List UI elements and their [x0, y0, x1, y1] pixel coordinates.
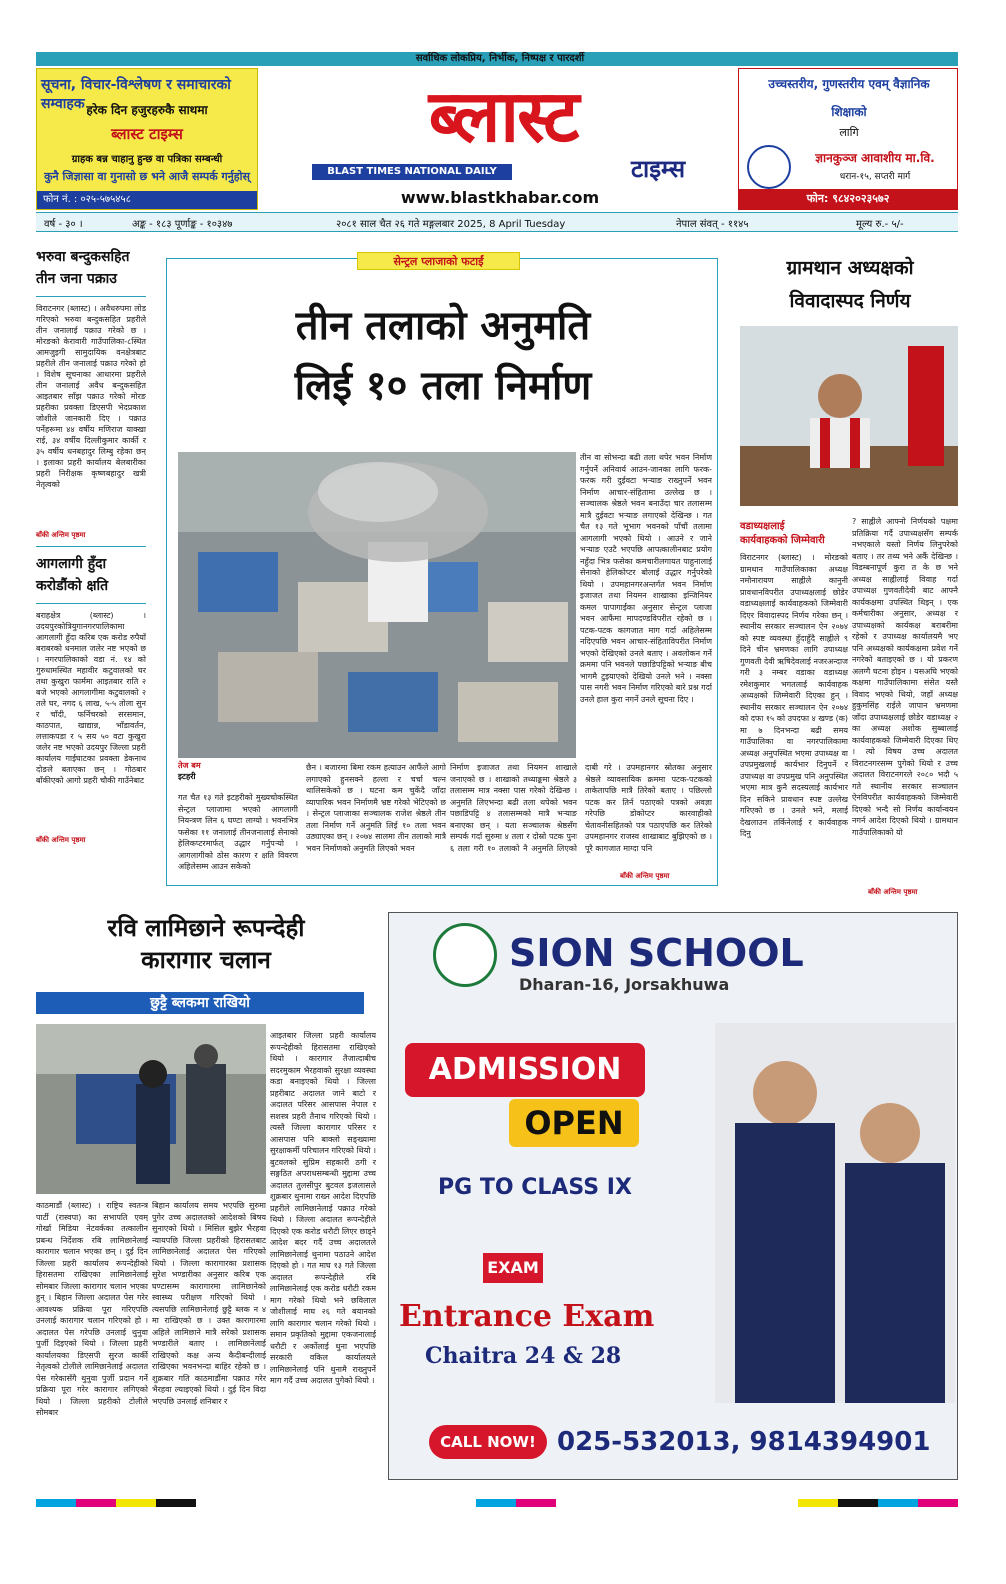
- caption-name: तेज बम: [178, 761, 201, 770]
- right-ad-school: ज्ञानकुञ्ज आवाशीय मा.वि.: [815, 151, 935, 165]
- gram-subhead-2: कार्यवाहकको जिम्मेवारी: [740, 535, 825, 546]
- masthead-title: ब्लास्ट: [428, 73, 578, 158]
- left-ad-logo: ब्लास्ट टाइम्स: [111, 125, 183, 143]
- gram-continue: बाँकी अन्तिम पृष्ठमा: [868, 888, 918, 896]
- story1-body: विराटनगर (ब्लास्ट) । अवैधरुपमा लोड गरिएको भरुवा बन्दुकसहित प्रहरीले तीन जनालाई पक्राउ गरेको छ । मोरङको केरावारी गाउँपालिका-८स्थित आमजुइगी सामुदायिक वनक्षेत्रबाट प्रहरीले तीन जनालाई पक्राउ गरेको हो । विशेष सूचनाका आधारमा प्रहरीले तीन जनालाई अवैध बन्दुकसहित आइतबार साँझ पक्राउ गरेको मोरङ प्रहरीका प्रवक्ता डिएसपी भेदप्रकाश जोशीले जानकारी दिए । पक्राउ पर्नेहरूमा ४४ वर्षीय मणिराज याक्खा राई, ३४ वर्षीय दिल्लीकुमार कार्की र ३५ वर्षीय धनबहादुर लिम्बु रहेका छन् । इलाका प्रहरी कार्यालय बेलबारीका प्रहरी निरीक्षक कृष्णबहादुर खत्री नेतृत्वको: [36, 304, 146, 489]
- left-ad-line4: कुनै जिज्ञासा वा गुनासो छ भने आजै सम्पर्क गर्नुहोस्: [44, 170, 250, 183]
- gram-headline-line2: विवादास्पद निर्णय: [789, 290, 911, 312]
- nepal-sambat: नेपाल संवत् - ११४५: [676, 219, 749, 230]
- rabi-col-b: बिहान कार्यालय समय भएपछि सुरुमा पुगेर उच्च अदालतको आदेशको बिषय सुनाएको थियो । मिसिल बुझेर भैरहवा न्यायपछि जिल्ला प्रहरीको हिरासतबाट लामिछानेलाई अदालत पेस गरिएको थियो । जिल्ला कारागारका प्रशासक सुरेश भण्डारीका अनुसार करिब एक घण्टासम्म कारागारमा लामिछानेको स्वास्थ्य परीक्षण गरिएको थियो । त्यसपछि लामिछानेलाई छुट्टै ब्लक न ४ मा राखिएको छ । उक्त कारागारमा अहिले लामिछाने मात्रै सरेको प्रशासक भण्डारीले बताए । लामिछानेलाई राखिएको कक्ष अन्य कैदीबन्दीलाई राखिएका भवनभन्दा बाहिर रहेको छ । शुक्रबार गति काठमाडौंमा पक्राउ गरेर भैरहवा ल्याइएको थियो । दुई दिन विदा भएपछि उनलाई शनिबार र: [152, 1201, 266, 1406]
- year: वर्ष - ३० ।: [44, 219, 83, 230]
- ad-grades: PG TO CLASS IX: [438, 1175, 632, 1200]
- ad-entrance: Entrance Exam: [399, 1299, 655, 1334]
- rabi-headline: [36, 912, 376, 976]
- gram-subhead: [740, 520, 850, 548]
- main-headline: [178, 296, 708, 416]
- right-ad-line2: शिक्षाको: [831, 105, 867, 119]
- ad-dates: Chaitra 24 & 28: [425, 1343, 622, 1369]
- rabi-photo-illustration: [36, 1024, 266, 1194]
- main-story-kicker: सेन्ट्रल प्लाजाको फटाईं: [357, 252, 520, 270]
- rabi-subhead-bar: छुट्टै ब्लकमा राखियो: [36, 992, 364, 1014]
- masthead-tagline: सर्वाधिक लोकप्रिय, निर्भीक, निष्पक्ष र पारदर्शी: [415, 53, 585, 64]
- gram-headline-line1: ग्रामथान अध्यक्षको: [786, 257, 914, 279]
- students-photo: [715, 1023, 955, 1403]
- story2-headline-2: करोडौंको क्षति: [36, 578, 109, 594]
- story2-body: बराहक्षेत्र (ब्लास्ट) । उदयपुरकोत्रियुगानगरपालिकामा आगलागी हुँदा करिब एक करोड रुपैयाँ बराबरको धनमाल जलेर नष्ट भएको छ । नगरपालिकाको वडा नं. १४ को गुरुधामस्थित महावीर कटुवालको घर तथा कुखुरा फार्ममा आइतबार राति २ बजे भएको आगलागीमा कटुवालको २ तले घर, नगद ६ लाख, ५-५ तोला सुन र चाँदी, फर्निचरको सरसमान, काठपात, खाद्यान्न, भाँडावर्तन, लत्ताकपडा र ५ सय ५० वटा कुखुरा जलेर नष्ट भएको उदयपुर जिल्ला प्रहरी कार्यालय गाईघाटका प्रवक्ता डेकनाथ दोङले बताएका छन् । गोठबार बाँकीएको आगो प्रहरी चौकी गाउँनेबाट: [36, 611, 146, 785]
- ad-phones: 025-532013, 9814394901: [557, 1427, 931, 1457]
- school-emblem-icon: [747, 145, 791, 189]
- story2-continue: बाँकी अन्तिम पृष्ठमा: [36, 836, 86, 844]
- divider: [36, 546, 146, 547]
- right-ad-line3: लागि: [839, 126, 859, 139]
- story1-continue: बाँकी अन्तिम पृष्ठमा: [36, 531, 86, 539]
- website-link[interactable]: www.blastkhabar.com: [400, 188, 600, 207]
- left-column: [36, 246, 146, 845]
- main-story-col-d: निर्माण इजाजत तथा नियमन शाखाले जनाएको छ । शाखाको तथ्याङ्कमा श्रेष्ठले ३ तलासम्म मात्र नक्सा पास गरेको देखिन्छ । अनुमति लिएभन्दा बढी तला थपेको भवन पछाडिपट्टि ४ तलासम्मको मात्रै भऱ्याङ बनाएका छन् । यता सञ्चालक श्रेष्ठसँग सम्पर्क गर्दा सुरुमा ४ तला र दोस्रो पटक पुनः ६ तला गरी १० तलाको नै अनुमति लिएको दाबी गरे । उपमहानगर स्रोतका अनुसार श्रेष्ठले व्यावसायिक क्रममा पटक-पटकको ताकेतापछि मात्रै तिरेको बताए । पछिल्लो पटक कर तिर्न पठाएको पत्रको अवज्ञा गरेपछि डोकोप्टर कारवाहीको चेतावनीसहितको पत्र पठाएपछि कर तिरेको उपमहानगर राजस्व शाखाबाट बुझिएको छ । पूरै कागजात माग्दा पनि: [450, 763, 712, 853]
- issue: अङ्क - १८३ पूर्णाङ्क - १०३४७: [132, 219, 233, 230]
- right-ad-phone: फोन: ९८४२०२३५७२: [739, 189, 957, 209]
- rabi-col-a: काठमाडौं (ब्लास्ट) । राष्ट्रिय स्वतन्त्र पार्टी (रास्वपा) का सभापति एवम् गोर्खा मिडिया नेटवर्कका तत्कालीन प्रबन्ध निर्देशक रबि लामिछानेलाई कारागार चलान भएका छन् । दुई दिन जिल्ला प्रहरी कार्यालय रूपन्देहीको हिरासतमा राखिएका लामिछानेलाई सोमबार जिल्ला कारागार चलान भएका हुन् । बिहान जिल्ला अदालत पेस गरेर आवश्यक प्रक्रिया पूरा गरिएपछि उनलाई कारागार चलान गरिएको हो । अदालत पेस गरेपछि उनलाई थुनुवा पुर्जी दिइएको थियो । जिल्ला प्रहरी कार्यालयका डिएसपी सुरज कार्की नेतृत्वको टोलीले लामिछानेलाई अदालत पेस गरेकासँगै थुनुवा पुर्जी प्रदान गर्ने प्रक्रिया पूरा गरेर कारागार लगिएको थियो । जिल्ला प्रहरीको टोलीले सोमबार: [36, 1201, 148, 1417]
- ad-admission: ADMISSION: [405, 1043, 645, 1097]
- story1-headline-2: तीन जना पक्राउ: [36, 271, 117, 287]
- gram-headline: [740, 252, 960, 318]
- caption-place: इटहरी: [178, 772, 196, 781]
- fire-aerial-photo: [178, 452, 576, 758]
- date: २०८१ साल चैत २६ गते मङ्गलबार 2025, 8 April Tuesday: [336, 219, 566, 230]
- ad-call-now-button[interactable]: CALL NOW!: [429, 1425, 547, 1459]
- photo-caption: [178, 760, 298, 782]
- main-headline-line1: तीन तलाको अनुमति: [295, 303, 591, 349]
- right-ear-ad: [738, 68, 958, 210]
- registration-marks: [36, 1492, 958, 1500]
- ad-exam-badge: EXAM: [483, 1253, 543, 1283]
- main-story-continue: बाँकी अन्तिम पृष्ठमा: [620, 872, 670, 880]
- left-ear-ad: [36, 68, 258, 210]
- date-bar: [36, 212, 958, 232]
- right-ad-address: धरान-१५, सप्तरी मार्ग: [839, 172, 911, 182]
- price: मूल्य रु.- ५/-: [856, 219, 904, 230]
- rabi-police-photo: [36, 1024, 266, 1194]
- masthead: [268, 66, 738, 186]
- left-ad-phone: फोन नं. : ०२५-५७५४५८: [37, 191, 257, 209]
- story2-headline-1: आगलागी हुँदा: [36, 556, 107, 572]
- right-ad-line1: उच्चस्तरीय, गुणस्तरीय एवम् वैज्ञानिक: [768, 77, 930, 91]
- main-headline-line2: लिई १० तला निर्माण: [294, 363, 592, 409]
- gram-col-b: ? साह्नीले आफ्नो निर्णयको पक्षमा प्रतिक्रिया गर्दै उपाध्यक्षसँग सम्पर्क नभएकाले यस्तो निर्णय लिनुपरेको बताए । तर तथ्य भने अर्कै देखिन्छ । विडम्बनापूर्ण कुरा त के छ भने अध्यक्ष साह्नीलाई विवाह गर्दा उपाध्यक्ष गुणवतीदेवी बाट आफ्नै कार्यकक्षमा उपस्थित थिइन् । एक कर्मचारीका अनुसार, अध्यक्ष र उपाध्यक्षको कार्यकक्ष बराबरीमा रहेको र उपाध्यक्ष कार्यालयमै भए पनि अध्यक्षको कार्यकक्षमा प्रवेश गर्ने नगरेको बताइएको छ । यो प्रकरण अलग्गै घटना होइन । यसअघि भएको कक्षमा गाउँपालिकामा संसेत यस्तै विवाद भएको थियो, जहाँ अध्यक्ष हुकुमसिंह राईले जापान भ्रमणमा जाँदा उपाध्यक्षलाई छोडेर वडाध्यक्ष २ का अध्यक्ष अशोक सुब्बालाई कार्यवाहकको जिम्मेवारी दिएका थिए । त्यो विषय उच्च अदालत विराटनगरसम्म पुगेको थियो र उच्च अदालत विराटनगरले २०८० भदौ ५ गते स्थानीय सरकार सञ्चालन ऐनविपरीत कार्यवाहकको जिम्मेवारी दिएको भन्दै सो निर्णय कार्यान्वयन नगर्न आदेश दिएको थियो । ग्रामथान गाउँपालिकाको यो: [852, 517, 958, 837]
- gram-chair-photo: [740, 326, 958, 506]
- story1-headline-1: भरुवा बन्दुकसहित: [36, 249, 130, 265]
- main-story-col-c: तीन वा सोभन्दा बढी तला थपेर भवन निर्माण गर्नुपर्ने अनिवार्य आउन-जानका लागि फरक-फरक गरी दुईवटा भऱ्याङ राख्नुपर्ने भवन निर्माण आचार-संहितामा उल्लेख छ । सञ्चालक श्रेष्ठले भवन बनाउँदा चार तलासम्म मात्रै दुईवटा भऱ्याङ लगाएको देखिन्छ । गत चैत १३ गते भूभाग भवनको पाँचौं तलामा आगलागी भएको थियो । आउने र जाने भऱ्याङ एउटै भएपछि आपत्कालीनबाट प्रयोग नहुँदा भित्र फसेका कमचारीलगायत पाहुनालाई सेनाको हेलिकोप्टर बोलाई उद्धार गर्नुपरेको थियो । उपमहानगरअन्तर्गत भवन निर्माण इजाजत तथा नियमन शाखाका इन्जिनियर कमल पापागाईंका अनुसार सेन्ट्रल प्लाजा भवन आफैंमा मापदण्डविपरीत रहेको छ । पटक-पटक कागजात माग गर्दा अहिलेसम्म नदिएपछि भवन आचार-संहिताविपरीत निर्माण भएको देखिएको उनले बताए । अवलोकन गर्ने क्रममा पनि भवनले पछाडिपट्टिको भऱ्याङ बीच भागमै टुइयाएको देखियो उनले भने । नक्सा पास नगरी भवन निर्माण गरिएको बारे प्रश्न गर्दा उनले हाल कुरा नगर्ने उनले सूचना दिए ।: [580, 453, 712, 704]
- rabi-headline-line1: रवि लामिछाने रूपन्देही: [107, 914, 305, 942]
- left-ad-line2: हरेक दिन हजुरहरुकै साथमा: [86, 103, 208, 117]
- rabi-headline-line2: कारागार चलान: [141, 946, 271, 974]
- left-ad-line3: ग्राहक बन्न चाहानु हुन्छ वा पत्रिका सम्बन्धी: [71, 154, 223, 165]
- sion-emblem-icon: [433, 923, 497, 987]
- sion-school-ad[interactable]: [388, 912, 958, 1480]
- left-ad-line1: सूचना, विचार-विश्लेषण र समाचारको सम्वाहक: [41, 77, 231, 112]
- students-illustration: [715, 1023, 955, 1403]
- divider: [36, 603, 146, 604]
- main-story-col-b: छैन । बजारमा बिमा रकम हत्याउन आफैंले आगो लगाएको हुनसक्ने हल्ला र चर्चा चल्न थालिसकेको छ । घटना कम चुकेंदै जाँदा व्यापारिक भवन निर्माणमै भ्रष्ट गरेको भेटिएको छ । सेन्ट्रल प्लाजाका सञ्चालक राजेश श्रेष्ठले तीन तला निर्माण गर्ने अनुमति लिई १० तला भवन उठ्याएका छन् । २०७४ सालमा तीन तलाको मात्रै भवन निर्माणको अनुमति लिएको भवन: [306, 763, 446, 853]
- gram-photo-illustration: [740, 326, 958, 506]
- ad-open: OPEN: [509, 1099, 639, 1147]
- rabi-col-c: आइतबार जिल्ला प्रहरी कार्यालय रूपन्देहीको हिरासतमा राखिएको थियो । कारागार तैजात्दाबीच सदरमुकाम भैरहवाको सुरक्षा व्यवस्था कडा बनाइएको थियो । जिल्ला प्रहरीबाट अदालत जाने बाटो र अदालत परिसर आसपास नेपाल र सशस्त्र प्रहरी तैनाथ गरिएको थियो । त्यस्तै जिल्ला कारागार परिसर र आसपास पनि बाक्लो सङ्ख्यामा सुरक्षाकर्मी परिचालन गरिएको थियो । बुटवलको सुप्रिम सहकारी ठगी र सङ्गठित अपराधसम्बन्धी मुद्दामा उच्च अदालत तुलसीपुर बुटवल इजलासले शुक्रबार थुनामा राख्न आदेश दिएपछि प्रहरीले लामिछानेलाई पक्राउ गरेको थियो । जिल्ला अदालत रूपन्देहीले दिएको एक करोड धरौटी लिएर छाड्ने आदेश बदर गर्दै उच्च अदालतले लामिछानेलाई थुनामा पठाउने आदेश दिएको हो । गत माघ १३ गते जिल्ला अदालत रूपन्देहीले रबि लामिछानेलाई एक करोड धरौटी रकम माग गरेको थियो भने छविलाल जोशीलाई माघ २६ गते बयानको लागि कारागार चलान गरेको थियो । समान प्रकृतिको मुद्दामा एकजनालाई धरौटी र अर्कोलाई थुना भएपछि सरकारी वकिल कार्यालयले लामिछानेलाई पनि थुनामै राख्नुपर्ने माग गर्दै उच्च अदालत पुगेको थियो ।: [270, 1031, 376, 1385]
- ad-location: Dharan-16, Jorsakhuwa: [519, 975, 730, 994]
- gram-col-a: विराटनगर (ब्लास्ट) । मोरङको ग्रामथान गाउँपालिकाका अध्यक्ष नमोनारायण साह्नीले कानुनी प्रावधानविपरीत उपाध्यक्षलाई छोडेर वडाध्यक्षलाई कार्यवाहकको जिम्मेवारी दिएर विवादास्पद निर्णय गरेका छन् । स्थानीय सरकार सञ्चालन ऐन २०७४ को स्पष्ट व्यवस्था हुँदाहुँदै साह्नीले ९ दिने चीन भ्रमणका लागि उपाध्यक्ष गुणवती देवी ऋषिदेवलाई नजरअन्दाज गरी ३ नम्बर वडाका वडाध्यक्ष रमेशकुमार भगतलाई कार्यवाहक अध्यक्षको जिम्मेवारी दिएका हुन् । स्थानीय सरकार सञ्चालन ऐन २०७४ को दफा १५ को उपदफा ४ खण्ड (क) मा ७ दिनभन्दा बढी समय गाउँपालिका वा नगरपालिकामा अध्यक्ष अनुपस्थित भएमा उपाध्यक्ष वा उपप्रमुखलाई कार्यभार दिनुपर्ने र उपाध्यक्ष वा उपप्रमुख पनि अनुपस्थित भएमा मात्र कुनै सदस्यलाई कार्यभार दिन सकिने प्रावधान स्पष्ट उल्लेख गरिएको छ । उनले भने, मलाई देखलाउन तर्किनेलाई र कार्यवाहक दिनु: [740, 553, 848, 838]
- fire-photo-illustration: [178, 452, 576, 758]
- masthead-english: BLAST TIMES NATIONAL DAILY: [312, 164, 512, 180]
- divider: [36, 296, 146, 297]
- ad-school-name: SION SCHOOL: [509, 931, 804, 975]
- masthead-subtitle: टाइम्स: [630, 155, 686, 183]
- main-story-col-a: गत चैत १३ गते इटहरीको मुख्यचोकस्थित सेन्ट्रल प्लाजामा भएको आगलागी नियन्त्रण लिन ६ घण्टा लाग्यो । भवनभित्र फसेका ११ जनालाई तीनजनालाई सेनाको हेलिकप्टरमार्फत् उद्धार गर्नुपर्‍यो । आगलागीको ठोस कारण र क्षति विवरण अहिलेसम्म आउन सकेको: [178, 793, 298, 871]
- gram-subhead-1: वडाध्यक्षलाई: [740, 521, 785, 532]
